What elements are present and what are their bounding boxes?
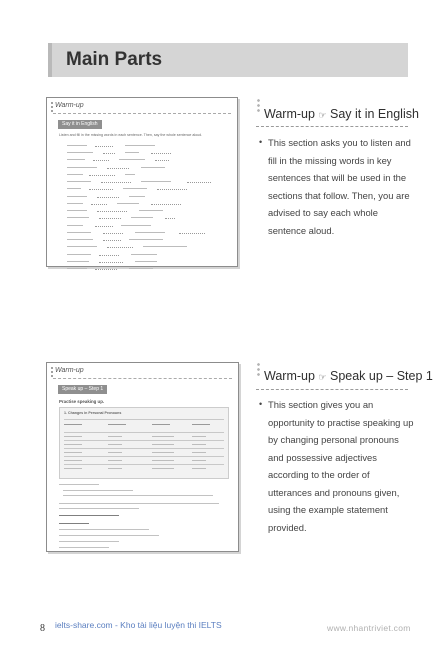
text-placeholder xyxy=(63,495,213,496)
answer-blank xyxy=(97,211,127,212)
text-placeholder xyxy=(67,225,83,226)
table-cell xyxy=(192,436,206,437)
text-placeholder xyxy=(139,210,163,211)
text-placeholder xyxy=(59,484,99,485)
text-placeholder xyxy=(125,145,155,146)
text-placeholder xyxy=(67,152,93,153)
thumbnail-subtitle: Practise speaking up. xyxy=(59,399,105,404)
table-cell xyxy=(64,460,82,461)
answer-blank xyxy=(179,233,205,234)
exercise-line xyxy=(59,171,229,178)
thumbnail-divider xyxy=(53,378,232,379)
section-name: Warm-up xyxy=(264,369,315,383)
text-placeholder xyxy=(129,196,145,197)
table-header-cell xyxy=(192,424,210,425)
table-rule xyxy=(64,448,224,449)
text-placeholder xyxy=(131,254,157,255)
table-cell xyxy=(108,452,122,453)
text-placeholder xyxy=(59,515,119,516)
exercise-line xyxy=(59,185,229,192)
section-divider xyxy=(256,126,408,127)
section-subtitle: Speak up – Step 1 xyxy=(329,369,433,383)
table-cell xyxy=(152,468,174,469)
pronoun-table xyxy=(59,407,229,479)
exercise-line xyxy=(59,200,229,207)
text-placeholder xyxy=(67,210,87,211)
answer-blank xyxy=(107,247,133,248)
text-placeholder xyxy=(67,254,91,255)
exercise-line xyxy=(59,222,229,229)
text-placeholder xyxy=(67,246,97,247)
answer-blank xyxy=(97,197,119,198)
text-placeholder xyxy=(141,167,165,168)
answer-blank xyxy=(103,240,121,241)
text-placeholder xyxy=(59,523,89,524)
text-placeholder xyxy=(131,217,153,218)
table-cell xyxy=(152,444,174,445)
footer-link[interactable]: ielts-share.com - Kho tài liệu luyện thi IELTS xyxy=(55,620,222,630)
answer-blank xyxy=(99,255,119,256)
thumbnail-heading: Warm-up xyxy=(55,102,84,109)
text-placeholder xyxy=(59,529,149,530)
description-text: This section asks you to listen and fill in the missing words in key sentences that will be used in the sections that follow. Then, you are advised to say each whole sentence aloud. xyxy=(268,137,411,236)
section-description xyxy=(259,396,414,536)
text-placeholder xyxy=(59,541,119,542)
text-placeholder xyxy=(135,261,157,262)
answer-blank xyxy=(99,262,123,263)
text-placeholder xyxy=(129,239,163,240)
table-cell xyxy=(192,468,206,469)
text-placeholder xyxy=(119,159,145,160)
exercise-line xyxy=(59,243,229,250)
table-cell xyxy=(64,444,82,445)
answer-blank xyxy=(95,146,113,147)
warmup-speak-up-thumbnail xyxy=(46,362,239,552)
exercise-line xyxy=(59,164,229,171)
section-banner xyxy=(48,43,408,77)
answer-blank xyxy=(89,189,113,190)
exercise-line xyxy=(59,258,229,265)
text-placeholder xyxy=(59,503,219,504)
section-name: Warm-up xyxy=(264,107,315,121)
answer-blank xyxy=(151,153,171,154)
table-header-cell xyxy=(64,424,82,425)
table-cell xyxy=(64,452,82,453)
exercise-lines xyxy=(59,142,229,272)
table-cell xyxy=(152,460,174,461)
text-placeholder xyxy=(125,152,139,153)
table-cell xyxy=(152,452,174,453)
answer-blank xyxy=(157,189,187,190)
exercise-line xyxy=(59,214,229,221)
text-placeholder xyxy=(135,232,165,233)
text-placeholder xyxy=(123,188,147,189)
exercise-line xyxy=(59,229,229,236)
answer-blank xyxy=(107,168,129,169)
text-placeholder xyxy=(59,547,109,548)
text-placeholder xyxy=(125,174,135,175)
thumbnail-tag: Speak up – Step 1 xyxy=(58,385,107,394)
exercise-line xyxy=(59,142,229,149)
page-number: 8 xyxy=(40,623,45,634)
dots-decoration xyxy=(256,98,261,112)
table-cell xyxy=(108,444,122,445)
table-cell xyxy=(108,460,122,461)
text-placeholder xyxy=(67,145,87,146)
text-placeholder xyxy=(67,268,87,269)
table-cell xyxy=(64,468,82,469)
text-placeholder xyxy=(117,203,139,204)
text-placeholder xyxy=(67,188,81,189)
text-placeholder xyxy=(67,261,89,262)
exercise-line xyxy=(59,193,229,200)
table-header-cell xyxy=(152,424,170,425)
table-rule xyxy=(64,440,224,441)
table-header-cell xyxy=(108,424,126,425)
banner-title: Main Parts xyxy=(66,49,163,70)
section-title xyxy=(264,107,419,121)
table-cell xyxy=(192,444,206,445)
bullet-icon: • xyxy=(259,399,263,409)
table-title: 1. Changes in Personal Pronouns xyxy=(64,411,122,415)
text-placeholder xyxy=(67,159,85,160)
table-cell xyxy=(64,436,82,437)
text-placeholder xyxy=(63,490,133,491)
section-subtitle: Say it in English xyxy=(329,107,419,121)
dots-decoration xyxy=(50,366,54,378)
table-cell xyxy=(152,436,174,437)
text-placeholder xyxy=(67,203,83,204)
answer-blank xyxy=(93,160,109,161)
exercise-line xyxy=(59,251,229,258)
section-divider xyxy=(256,389,408,390)
section-description xyxy=(259,134,414,239)
answer-blank xyxy=(151,204,181,205)
table-rule xyxy=(64,432,224,433)
text-placeholder xyxy=(141,181,171,182)
exercise-line xyxy=(59,265,229,272)
text-placeholder xyxy=(67,167,97,168)
text-placeholder xyxy=(67,239,93,240)
answer-blank xyxy=(165,218,175,219)
table-cell xyxy=(108,436,122,437)
footer-website: www.nhantriviet.com xyxy=(327,623,411,633)
exercise-line xyxy=(59,156,229,163)
text-placeholder xyxy=(67,217,89,218)
answer-blank xyxy=(91,204,107,205)
text-placeholder xyxy=(67,174,83,175)
text-placeholder xyxy=(67,196,87,197)
text-placeholder xyxy=(143,246,187,247)
exercise-line xyxy=(59,236,229,243)
text-placeholder xyxy=(67,232,91,233)
thumbnail-instruction: Listen and fill in the missing words in each sentence. Then, say the whole sentence aloud. xyxy=(59,133,203,137)
dots-decoration xyxy=(256,362,261,376)
pointing-hand-icon: ☞ xyxy=(318,372,327,382)
text-placeholder xyxy=(121,225,151,226)
answer-blank xyxy=(89,175,115,176)
exercise-line xyxy=(59,149,229,156)
table-rule xyxy=(64,464,224,465)
table-rule xyxy=(64,456,224,457)
exercise-line xyxy=(59,207,229,214)
bullet-icon: • xyxy=(259,137,263,147)
description-text: This section gives you an opportunity to practise speaking up by changing personal pronouns and possessive adjectives according to the order of utterances and pronouns given, using the example statement provided. xyxy=(268,399,414,533)
answer-blank xyxy=(101,182,131,183)
warmup-say-it-thumbnail xyxy=(46,97,238,267)
answer-blank xyxy=(103,153,115,154)
section-title xyxy=(264,369,433,383)
table-cell xyxy=(108,468,122,469)
answer-blank xyxy=(187,182,211,183)
answer-blank xyxy=(155,160,169,161)
thumbnail-heading: Warm-up xyxy=(55,367,84,374)
text-placeholder xyxy=(67,181,91,182)
table-cell xyxy=(192,452,206,453)
exercise-line xyxy=(59,178,229,185)
answer-blank xyxy=(103,233,123,234)
dots-decoration xyxy=(50,101,54,113)
text-placeholder xyxy=(129,268,153,269)
answer-blank xyxy=(95,269,117,270)
text-placeholder xyxy=(59,508,139,509)
answer-blank xyxy=(99,218,121,219)
answer-blank xyxy=(95,226,113,227)
pointing-hand-icon: ☞ xyxy=(318,110,327,120)
table-rule xyxy=(64,419,224,420)
thumbnail-tag: Say it in English xyxy=(58,120,102,129)
text-placeholder xyxy=(59,535,159,536)
table-cell xyxy=(192,460,206,461)
thumbnail-divider xyxy=(53,113,231,114)
